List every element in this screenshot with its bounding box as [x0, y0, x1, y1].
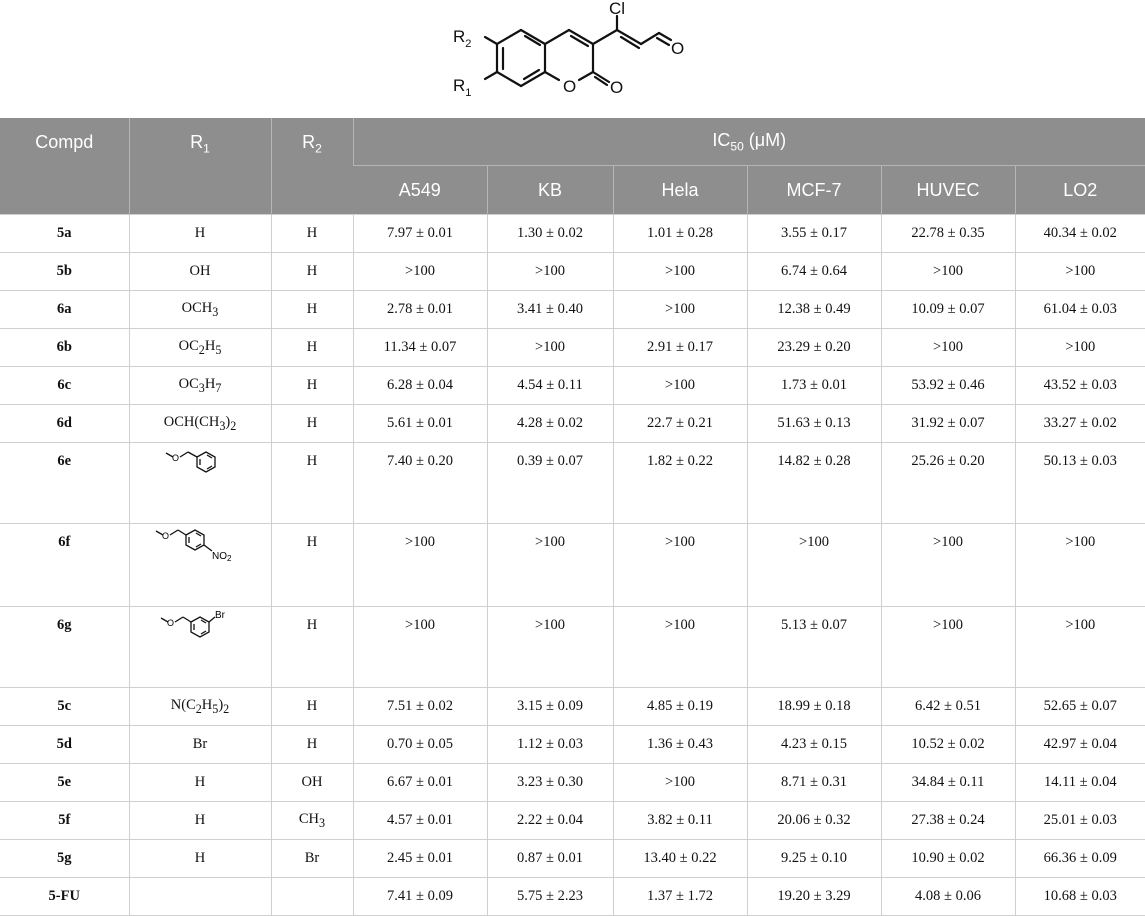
value-cell: 61.04 ± 0.03 — [1015, 291, 1145, 329]
value-cell: 14.82 ± 0.28 — [747, 443, 881, 524]
value-cell: 5.61 ± 0.01 — [353, 405, 487, 443]
value-cell: 4.08 ± 0.06 — [881, 878, 1015, 916]
compd-cell: 6a — [0, 291, 129, 329]
header-huvec: HUVEC — [881, 166, 1015, 215]
r2-cell: H — [271, 607, 353, 688]
value-cell: 3.23 ± 0.30 — [487, 764, 613, 802]
carbonyl-oxygen-label: O — [610, 78, 624, 97]
value-cell: 34.84 ± 0.11 — [881, 764, 1015, 802]
value-cell: 1.82 ± 0.22 — [613, 443, 747, 524]
value-cell: >100 — [1015, 253, 1145, 291]
r1-cell — [129, 878, 271, 916]
r1-cell — [129, 443, 271, 524]
value-cell: 2.22 ± 0.04 — [487, 802, 613, 840]
table-row — [0, 215, 1145, 253]
table-row — [0, 607, 1145, 688]
value-cell: 4.54 ± 0.11 — [487, 367, 613, 405]
value-cell: >100 — [487, 253, 613, 291]
value-cell: 4.85 ± 0.19 — [613, 688, 747, 726]
table-row — [0, 840, 1145, 878]
compd-cell: 5a — [0, 215, 129, 253]
compd-cell: 5c — [0, 688, 129, 726]
value-cell: >100 — [613, 291, 747, 329]
r2-cell: H — [271, 405, 353, 443]
value-cell: 2.45 ± 0.01 — [353, 840, 487, 878]
value-cell: 10.09 ± 0.07 — [881, 291, 1015, 329]
value-cell: 2.91 ± 0.17 — [613, 329, 747, 367]
coumarin-scaffold-drawing — [440, 0, 700, 110]
value-cell: >100 — [487, 329, 613, 367]
value-cell: 0.39 ± 0.07 — [487, 443, 613, 524]
r2-label: $R_2$ — [453, 27, 472, 50]
compd-cell: 6f — [0, 524, 129, 607]
compd-cell: 5b — [0, 253, 129, 291]
value-cell: 1.73 ± 0.01 — [747, 367, 881, 405]
header-ic50: $IC_{50}$ (μM) — [353, 118, 1145, 166]
value-cell: 4.23 ± 0.15 — [747, 726, 881, 764]
table-row — [0, 367, 1145, 405]
value-cell: >100 — [613, 524, 747, 607]
value-cell: 7.51 ± 0.02 — [353, 688, 487, 726]
r2-cell: H — [271, 443, 353, 524]
ic50-table — [0, 118, 1145, 916]
r1-cell: OH — [129, 253, 271, 291]
r1-cell: $N(C_2H_5)_2$ — [129, 688, 271, 726]
r2-cell: $CH_3$ — [271, 802, 353, 840]
r2-cell: OH — [271, 764, 353, 802]
header-r2: $R_2$ — [271, 118, 353, 215]
value-cell: >100 — [613, 607, 747, 688]
value-cell: >100 — [881, 607, 1015, 688]
value-cell: 4.57 ± 0.01 — [353, 802, 487, 840]
header-a549: A549 — [353, 166, 487, 215]
r2-cell: H — [271, 215, 353, 253]
value-cell: 42.97 ± 0.04 — [1015, 726, 1145, 764]
svg-text:O: O — [162, 531, 170, 541]
compd-cell: 5g — [0, 840, 129, 878]
r2-cell: H — [271, 367, 353, 405]
value-cell: 2.78 ± 0.01 — [353, 291, 487, 329]
value-cell: 23.29 ± 0.20 — [747, 329, 881, 367]
benzyloxy-structure-icon — [160, 447, 240, 481]
value-cell: 22.7 ± 0.21 — [613, 405, 747, 443]
value-cell: 1.30 ± 0.02 — [487, 215, 613, 253]
table-row — [0, 688, 1145, 726]
value-cell: 8.71 ± 0.31 — [747, 764, 881, 802]
value-cell: 3.41 ± 0.40 — [487, 291, 613, 329]
value-cell: >100 — [747, 524, 881, 607]
r2-cell: H — [271, 688, 353, 726]
r1-cell: H — [129, 802, 271, 840]
value-cell: 51.63 ± 0.13 — [747, 405, 881, 443]
value-cell: 4.28 ± 0.02 — [487, 405, 613, 443]
r2-cell: H — [271, 291, 353, 329]
value-cell: 12.38 ± 0.49 — [747, 291, 881, 329]
compd-cell: 5d — [0, 726, 129, 764]
value-cell: 50.13 ± 0.03 — [1015, 443, 1145, 524]
table-row — [0, 291, 1145, 329]
compd-cell: 6b — [0, 329, 129, 367]
value-cell: >100 — [353, 524, 487, 607]
value-cell: >100 — [613, 367, 747, 405]
value-cell: 19.20 ± 3.29 — [747, 878, 881, 916]
value-cell: 10.90 ± 0.02 — [881, 840, 1015, 878]
value-cell: 3.82 ± 0.11 — [613, 802, 747, 840]
value-cell: 20.06 ± 0.32 — [747, 802, 881, 840]
r2-cell: H — [271, 524, 353, 607]
value-cell: 1.37 ± 1.72 — [613, 878, 747, 916]
compd-cell: 5f — [0, 802, 129, 840]
value-cell: 1.36 ± 0.43 — [613, 726, 747, 764]
value-cell: 25.01 ± 0.03 — [1015, 802, 1145, 840]
value-cell: 14.11 ± 0.04 — [1015, 764, 1145, 802]
r1-cell: $OCH_3$ — [129, 291, 271, 329]
value-cell: >100 — [487, 524, 613, 607]
r2-cell: H — [271, 253, 353, 291]
table-row — [0, 405, 1145, 443]
value-cell: 43.52 ± 0.03 — [1015, 367, 1145, 405]
table-row — [0, 726, 1145, 764]
r2-cell — [271, 878, 353, 916]
value-cell: >100 — [881, 253, 1015, 291]
value-cell: 11.34 ± 0.07 — [353, 329, 487, 367]
value-cell: 27.38 ± 0.24 — [881, 802, 1015, 840]
value-cell: 5.13 ± 0.07 — [747, 607, 881, 688]
header-hela: Hela — [613, 166, 747, 215]
value-cell: 0.70 ± 0.05 — [353, 726, 487, 764]
value-cell: 5.75 ± 2.23 — [487, 878, 613, 916]
value-cell: 40.34 ± 0.02 — [1015, 215, 1145, 253]
value-cell: 53.92 ± 0.46 — [881, 367, 1015, 405]
table-row — [0, 764, 1145, 802]
value-cell: >100 — [487, 607, 613, 688]
value-cell: 66.36 ± 0.09 — [1015, 840, 1145, 878]
value-cell: >100 — [1015, 329, 1145, 367]
header-kb: KB — [487, 166, 613, 215]
r1-cell: $OCH(CH_3)_2$ — [129, 405, 271, 443]
value-cell: 6.74 ± 0.64 — [747, 253, 881, 291]
table-row — [0, 802, 1145, 840]
value-cell: 10.52 ± 0.02 — [881, 726, 1015, 764]
table-row — [0, 329, 1145, 367]
svg-text:O: O — [172, 453, 180, 463]
value-cell: >100 — [1015, 607, 1145, 688]
compd-cell: 6d — [0, 405, 129, 443]
value-cell: 6.28 ± 0.04 — [353, 367, 487, 405]
r1-cell: Br — [129, 726, 271, 764]
header-mcf7: MCF-7 — [747, 166, 881, 215]
value-cell: >100 — [613, 764, 747, 802]
value-cell: 0.87 ± 0.01 — [487, 840, 613, 878]
compd-cell: 6g — [0, 607, 129, 688]
value-cell: >100 — [353, 253, 487, 291]
value-cell: >100 — [881, 329, 1015, 367]
header-r1: $R_1$ — [129, 118, 271, 215]
value-cell: 1.01 ± 0.28 — [613, 215, 747, 253]
value-cell: 3.15 ± 0.09 — [487, 688, 613, 726]
chlorine-label: Cl — [609, 0, 626, 18]
header-compd: Compd — [0, 118, 129, 215]
value-cell: >100 — [881, 524, 1015, 607]
value-cell: >100 — [613, 253, 747, 291]
value-cell: 7.97 ± 0.01 — [353, 215, 487, 253]
bromobenzyloxy-structure-icon — [155, 609, 245, 647]
r1-cell: H — [129, 764, 271, 802]
value-cell: 9.25 ± 0.10 — [747, 840, 881, 878]
table-row — [0, 878, 1145, 916]
nitro-label: $NO_2$ — [212, 551, 232, 563]
aldehyde-oxygen-label: O — [671, 39, 685, 58]
compd-cell: 5-FU — [0, 878, 129, 916]
value-cell: 22.78 ± 0.35 — [881, 215, 1015, 253]
value-cell: 7.41 ± 0.09 — [353, 878, 487, 916]
chemical-structure — [0, 0, 1145, 118]
r1-cell — [129, 524, 271, 607]
value-cell: 31.92 ± 0.07 — [881, 405, 1015, 443]
table-row — [0, 524, 1145, 607]
svg-text:O: O — [167, 618, 175, 628]
value-cell: 7.40 ± 0.20 — [353, 443, 487, 524]
r1-cell: $OC_2H_5$ — [129, 329, 271, 367]
value-cell: >100 — [1015, 524, 1145, 607]
value-cell: 10.68 ± 0.03 — [1015, 878, 1145, 916]
value-cell: 6.67 ± 0.01 — [353, 764, 487, 802]
r1-cell — [129, 607, 271, 688]
table-row — [0, 253, 1145, 291]
compd-cell: 6c — [0, 367, 129, 405]
bromo-label: Br — [215, 610, 225, 621]
r1-cell: H — [129, 840, 271, 878]
value-cell: 3.55 ± 0.17 — [747, 215, 881, 253]
value-cell: 6.42 ± 0.51 — [881, 688, 1015, 726]
value-cell: 52.65 ± 0.07 — [1015, 688, 1145, 726]
value-cell: 18.99 ± 0.18 — [747, 688, 881, 726]
r2-cell: H — [271, 726, 353, 764]
value-cell: 25.26 ± 0.20 — [881, 443, 1015, 524]
r1-cell: H — [129, 215, 271, 253]
value-cell: 33.27 ± 0.02 — [1015, 405, 1145, 443]
r2-cell: H — [271, 329, 353, 367]
r1-cell: $OC_3H_7$ — [129, 367, 271, 405]
r1-label: $R_1$ — [453, 76, 472, 99]
value-cell: 1.12 ± 0.03 — [487, 726, 613, 764]
ring-oxygen-label: O — [563, 77, 577, 96]
header-lo2: LO2 — [1015, 166, 1145, 215]
compd-cell: 6e — [0, 443, 129, 524]
table-row — [0, 443, 1145, 524]
value-cell: >100 — [353, 607, 487, 688]
r2-cell: Br — [271, 840, 353, 878]
nitrobenzyloxy-structure-icon — [150, 526, 250, 570]
compd-cell: 5e — [0, 764, 129, 802]
value-cell: 13.40 ± 0.22 — [613, 840, 747, 878]
